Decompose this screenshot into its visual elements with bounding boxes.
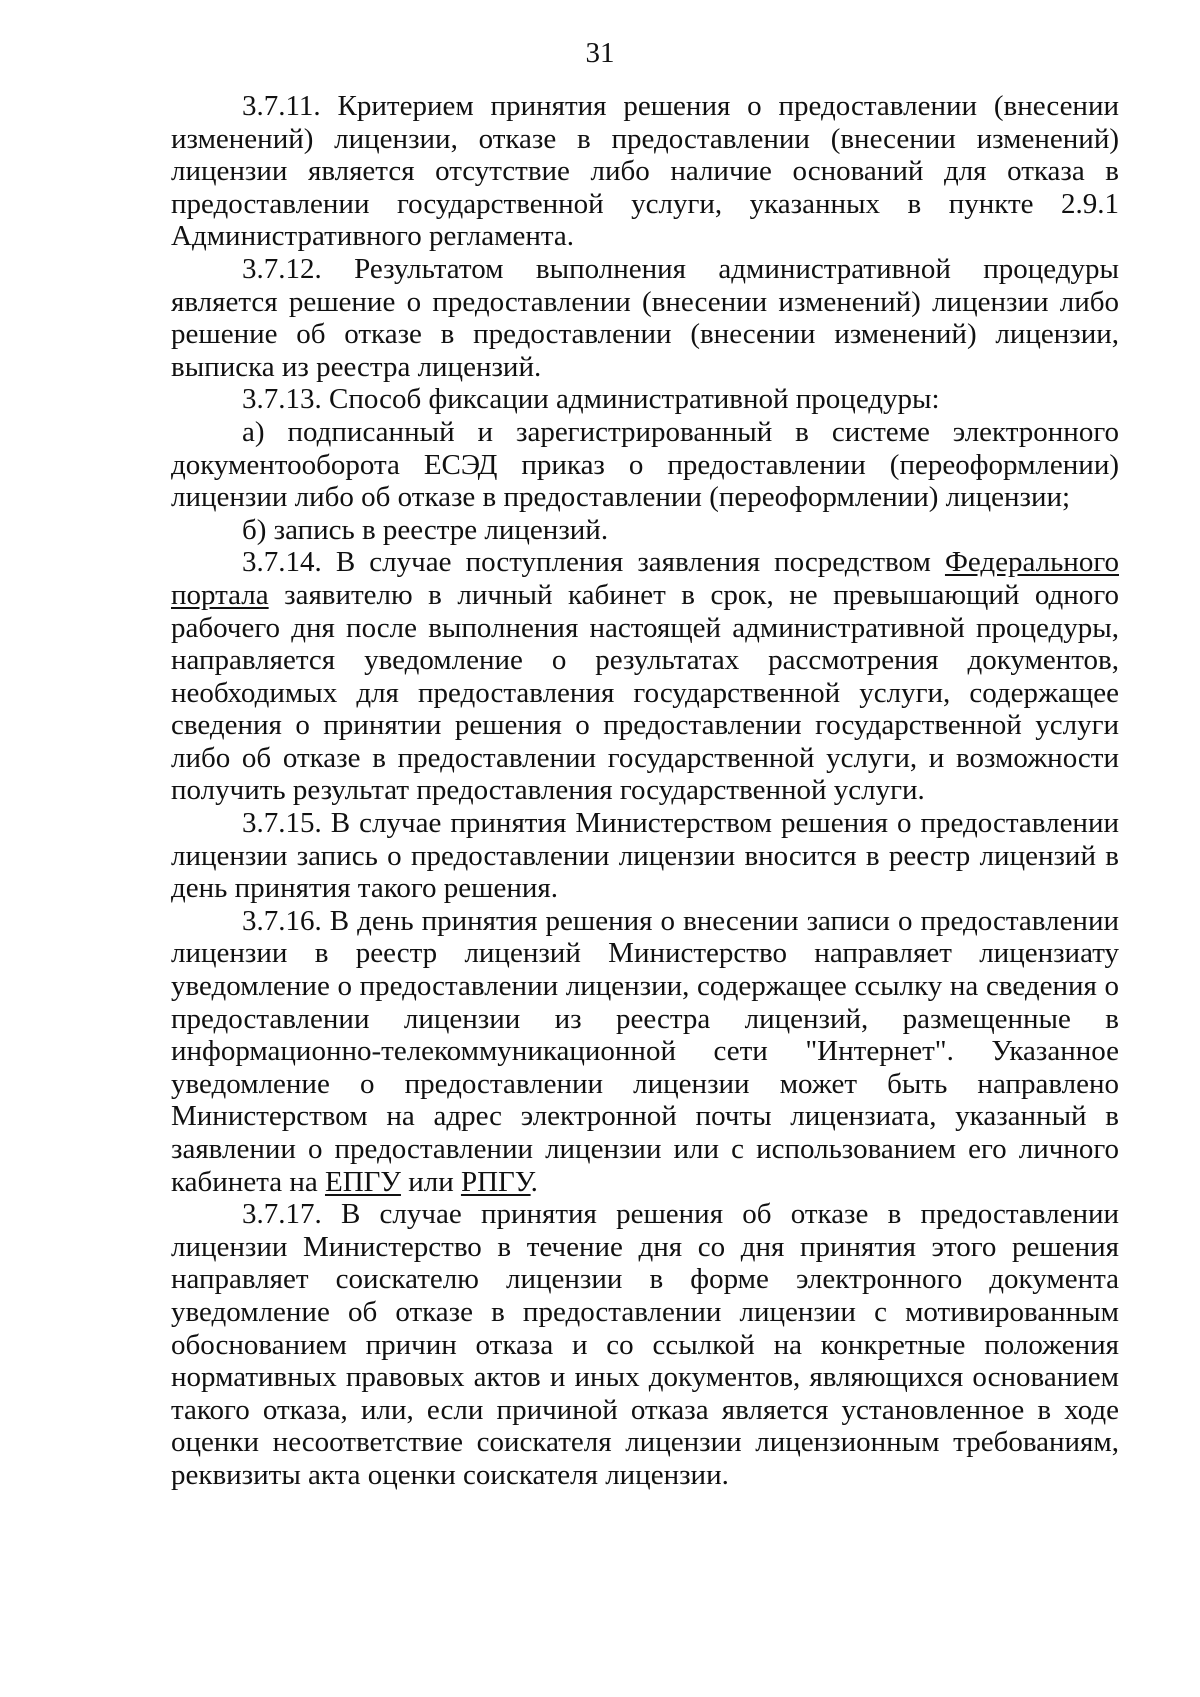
page-number: 31 bbox=[585, 37, 615, 69]
paragraph-3-7-12 bbox=[171, 253, 1119, 383]
paragraph-text: заявителю в личный кабинет в срок, не превышающий одного рабочего дня после выполнения настоящей административной процедуры, направляется уведомление о результатах рассмотрения документов, необходимых для предоставления государственной услуги, содержащее сведения о принятии решения о предоставлении государственной услуги либо об отказе в предоставлении государственной услуги, и возможности получить результат предоставления государственной услуги. bbox=[171, 578, 1119, 807]
paragraph-3-7-13-b bbox=[171, 514, 1119, 547]
paragraph-text: 3.7.17. В случае принятия решения об отказе в предоставлении лицензии Министерство в течение дня со дня принятия этого решения направляет соискателю лицензии в форме электронного документа уведомление об отказе в предоставлении лицензии с мотивированным обоснованием причин отказа и со ссылкой на конкретные положения нормативных правовых актов и иных документов, являющихся основанием такого отказа, или, если причиной отказа является установленное в ходе оценки несоответствие соискателя лицензии лицензионным требованиям, реквизиты акта оценки соискателя лицензии. bbox=[171, 1198, 1119, 1491]
federal-portal-link[interactable]: Федерального портала bbox=[171, 546, 1119, 611]
paragraph-text: а) подписанный и зарегистрированный в системе электронного документооборота ЕСЭД приказ о предоставлении (переоформлении) лицензии либо об отказе в предоставлении (переоформлении) лицензии; bbox=[171, 415, 1119, 514]
paragraph-3-7-13 bbox=[171, 383, 1119, 416]
epgu-link[interactable]: ЕПГУ bbox=[324, 1165, 401, 1198]
paragraph-3-7-13-a bbox=[171, 416, 1119, 514]
paragraph-text: 3.7.14. В случае поступления заявления посредством bbox=[242, 546, 945, 579]
paragraph-3-7-14 bbox=[171, 546, 1119, 807]
paragraph-text: 3.7.12. Результатом выполнения административной процедуры является решение о предоставлении (внесении изменений) лицензии либо решение об отказе в предоставлении (внесении изменений) лицензии, выписка из реестра лицензий. bbox=[171, 252, 1119, 383]
paragraph-text: 3.7.15. В случае принятия Министерством решения о предоставлении лицензии запись о предоставлении лицензии вносится в реестр лицензий в день принятия такого решения. bbox=[171, 807, 1119, 905]
rpgu-link[interactable]: РПГУ bbox=[460, 1165, 531, 1198]
paragraph-3-7-16 bbox=[171, 905, 1119, 1198]
paragraph-3-7-17 bbox=[171, 1198, 1119, 1491]
paragraph-text: 3.7.11. Критерием принятия решения о предоставлении (внесении изменений) лицензии, отказе в предоставлении (внесении изменений) лицензии является отсутствие либо наличие оснований для отказа в предоставлении государственной услуги, указанных в пункте 2.9.1 Административного регламента. bbox=[171, 90, 1119, 253]
document-body bbox=[171, 90, 1119, 1492]
paragraph-text: 3.7.13. Способ фиксации административной процедуры: bbox=[242, 383, 940, 416]
paragraph-text: . bbox=[530, 1165, 538, 1198]
paragraph-3-7-15 bbox=[171, 807, 1119, 905]
paragraph-text: или bbox=[400, 1165, 461, 1198]
paragraph-3-7-11 bbox=[171, 90, 1119, 253]
paragraph-text: б) запись в реестре лицензий. bbox=[242, 513, 609, 546]
paragraph-text: 3.7.16. В день принятия решения о внесении записи о предоставлении лицензии в реестр лицензий Министерство направляет лицензиату уведомление о предоставлении лицензии, содержащее ссылку на сведения о предоставлении лицензии из реестра лицензий, размещенные в информационно-телекоммуникационной сети "Интернет". Указанное уведомление о предоставлении лицензии может быть направлено Министерством на адрес электронной почты лицензиата, указанный в заявлении о предоставлении лицензии или с использованием его личного кабинета на bbox=[171, 904, 1119, 1198]
